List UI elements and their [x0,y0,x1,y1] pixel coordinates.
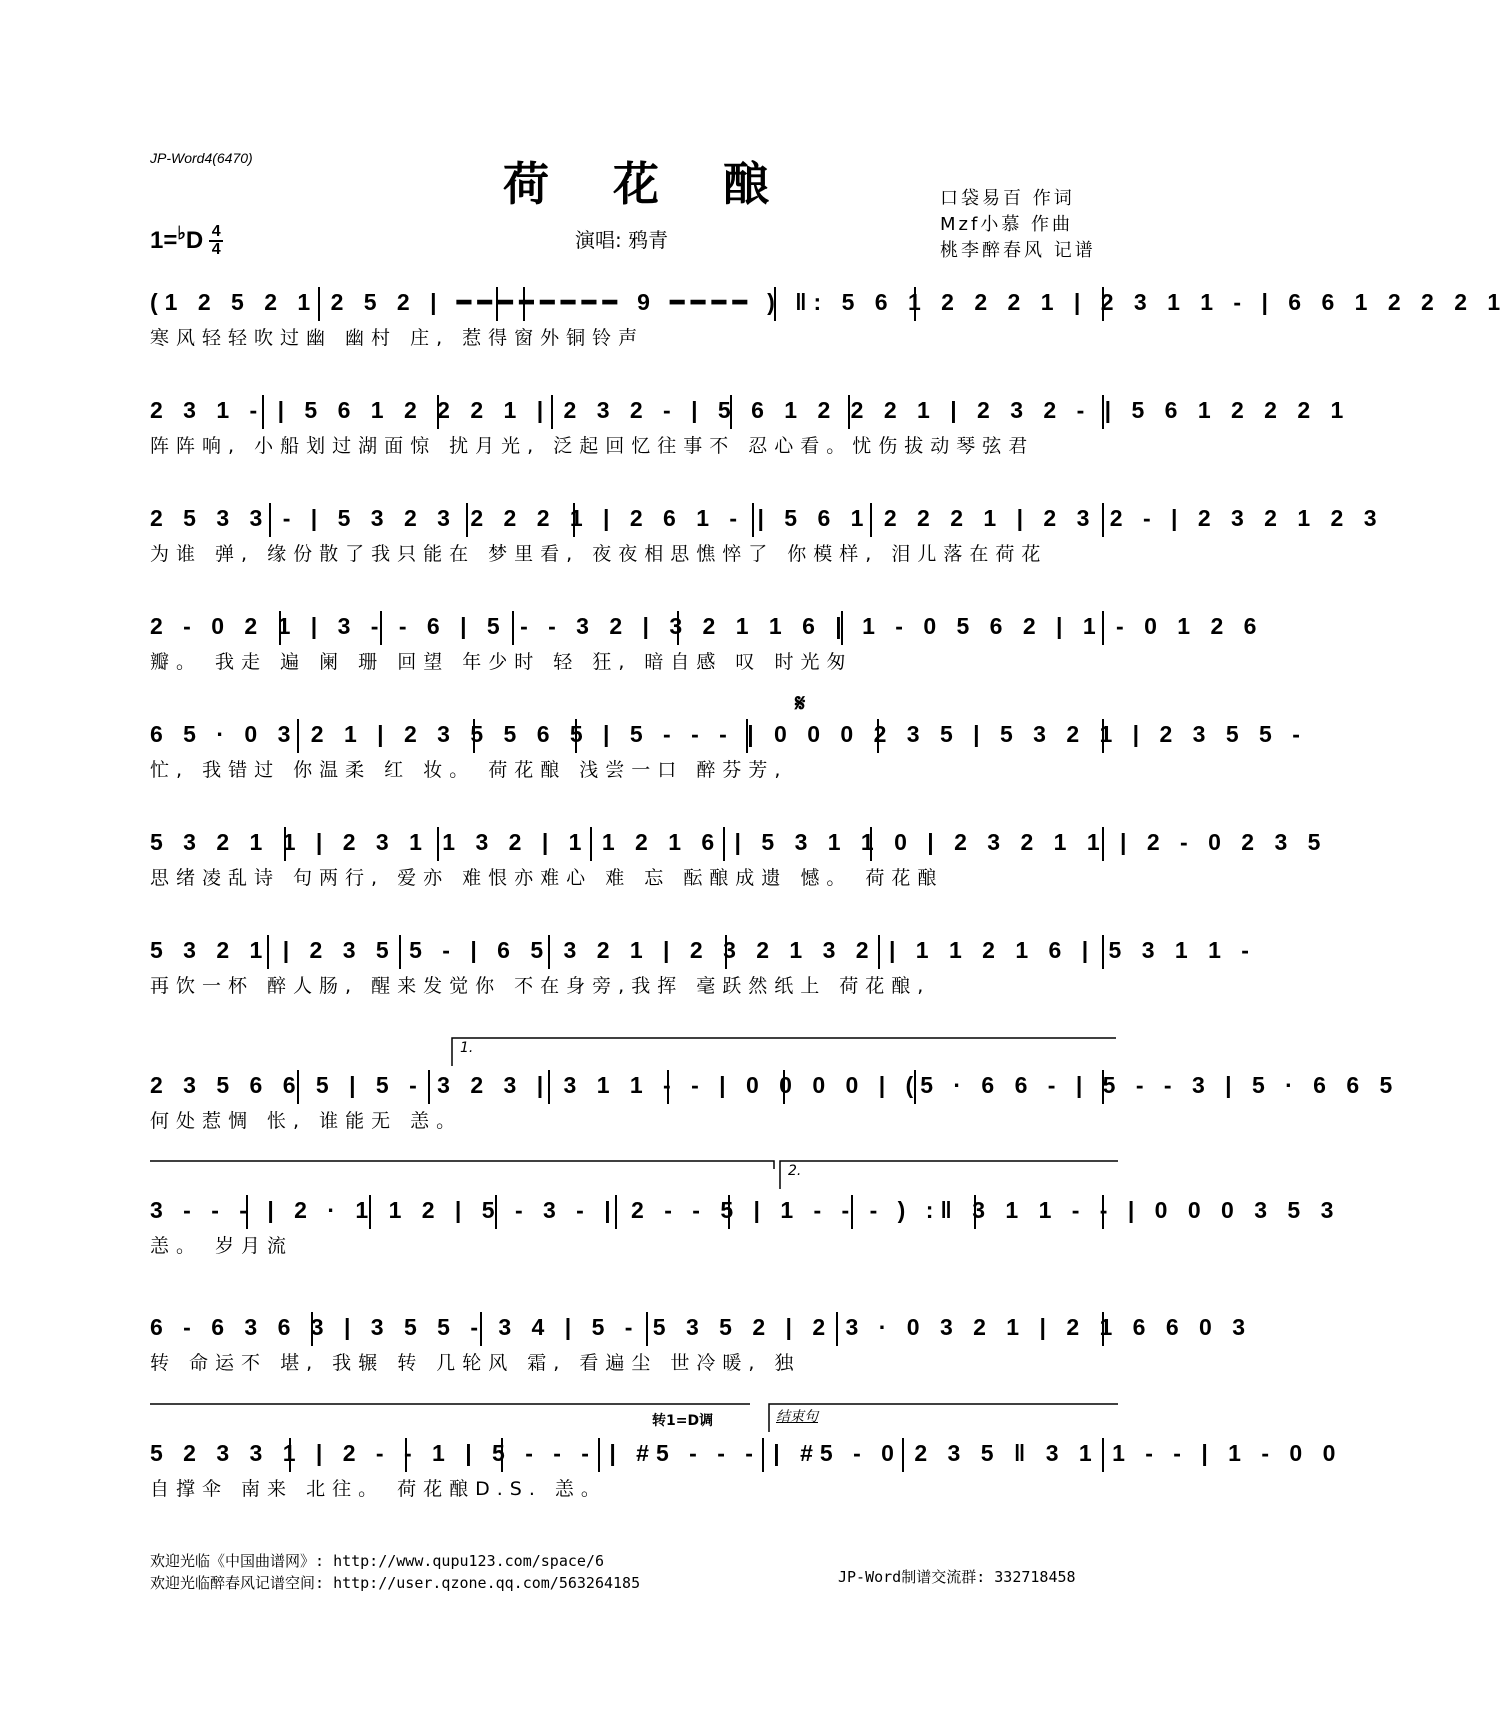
score-row-7 [150,933,1256,1005]
singer-credit: 演唱: 鸦青 [575,228,669,252]
lyrics-line: 转 命运不 堪, 我辗 转 几轮风 霜, 看遍尘 世冷暖, 独 [150,1352,801,1374]
software-label: JP-Word4(6470) [150,150,253,166]
time-top: 4 [211,223,221,240]
lyrics-line: 何处惹惆 怅, 谁能无 恙。 [150,1110,463,1132]
notes-line: 2 - 0 2 1 | 3 - - 6 | 5 - - 3 2 | 3 2 1 1 6 | 1 - 0 5 6 2 | 1 - 0 1 2 6 [150,613,1264,639]
credits-block [940,186,1096,264]
notes-line: 6 - 6 3 6 3 | 3 5 5 - 3 4 | 5 - 5 3 5 2 | 2 3 · 0 3 2 1 | 2 1 6 6 0 3 [150,1314,1253,1340]
score-row-2 [150,393,1351,465]
volta-2-bracket [778,1159,1118,1189]
volta-1-label: 1. [460,1040,474,1056]
notes-line: 5 3 2 1 | 2 3 5 5 - | 6 5 3 2 1 | 2 3 2 1 3 2 | 1 1 2 1 6 | 5 3 1 1 - [150,937,1256,963]
coda-label: 结束句 [776,1409,818,1425]
coda-bracket [767,1402,1118,1432]
score-row-4 [150,609,1264,681]
volta-2-label: 2. [788,1163,802,1179]
notes-line: 3 - - - | 2 · 1 1 2 | 5 - 3 - | 2 - - 5 | 1 - - - ) :‖ 3 1 1 - - | 0 0 0 3 5 3 [150,1197,1341,1223]
notes-line: 2 3 5 6 6 5 | 5 - 3 2 3 | 3 1 1 - - | 0 0 0 0 | (5 · 6 6 - | 5 - - 3 | 5 · 6 6 5 [150,1072,1400,1098]
notes-line: 5 2 3 3 1 | 2 - - 1 | 5 - - - | #5 - - - | #5 - 0 2 3 5 ‖ 3 1 1 - - | 1 - 0 0 [150,1440,1343,1466]
footer-link-1[interactable]: 欢迎光临《中国曲谱网》: http://www.qupu123.com/space/6 [150,1552,604,1570]
key-signature [150,224,223,258]
lyrics-line: 瓣。 我走 遍 阑 珊 回望 年少时 轻 狂, 暗自感 叹 时光匆 [150,651,853,673]
song-title: 荷花酿 [503,157,833,211]
notes-line: 6 5 · 0 3 2 1 | 2 3 5 5 6 5 | 5 - - - | 0 0 0 2 3 5 | 5 3 2 1 | 2 3 5 5 - [150,721,1307,747]
lyrics-line: 寒风轻轻吹过幽 幽村 庄, 惹得窗外铜铃声 [150,327,645,349]
flat-sign: ♭ [177,222,186,243]
score-row-1 [150,285,1507,357]
notes-line: (1 2 5 2 1 2 5 2 | ━━━━━━━━ 9 ━━━━ ) ‖: 5 6 1 2 2 2 1 | 2 3 1 1 - | 6 6 1 2 2 2 1 [150,289,1507,315]
notes-line: 2 3 1 - | 5 6 1 2 2 2 1 | 2 3 2 - | 5 6 1 2 2 2 1 | 2 3 2 - | 5 6 1 2 2 2 1 [150,397,1351,423]
score-row-9 [150,1163,1341,1265]
lyrics-line: 再饮一杯 醉人肠, 醒来发觉你 不在身旁,我挥 毫跃然纸上 荷花酿, [150,975,931,997]
footer-link-2[interactable]: 欢迎光临醉春风记谱空间: http://user.qzone.qq.com/563264185 [150,1574,641,1592]
key-prefix: 1= [150,227,178,254]
composer-credit: Mzf小慕 作曲 [940,214,1074,235]
volta-1-bracket [450,1036,1118,1066]
lyricist-credit: 口袋易百 作词 [940,188,1075,209]
score-row-10 [150,1310,1253,1382]
lyrics-line: 恙。 岁月流 [150,1235,294,1257]
lyrics-line: 为谁 弹, 缘份散了我只能在 梦里看, 夜夜相思憔悴了 你模样, 泪儿落在荷花 [150,543,1048,565]
score-row-8 [150,1040,1400,1140]
transcriber-credit: 桃李醉春风 记谱 [940,240,1096,261]
lyrics-line: 自撑伞 南来 北往。 荷花酿D.S. 恙。 [150,1478,607,1500]
score-row-6 [150,825,1328,897]
notes-line: 5 3 2 1 1 | 2 3 1 1 3 2 | 1 1 2 1 6 | 5 3 1 1 0 | 2 3 2 1 1 | 2 - 0 2 3 5 [150,829,1328,855]
lyrics-line: 思绪凌乱诗 句两行, 爱亦 难恨亦难心 难 忘 酝酿成遗 憾。 荷花酿 [150,867,944,889]
segno-sign: 𝄋 [795,689,806,717]
notes-line: 2 5 3 3 - | 5 3 2 3 2 2 2 1 | 2 6 1 - | 5 6 1 2 2 2 1 | 2 3 2 - | 2 3 2 1 2 3 [150,505,1384,531]
footer-links [150,1550,640,1594]
score-row-11 [150,1409,1343,1508]
score-row-5 [150,689,1307,789]
lyrics-line: 阵阵响, 小船划过湖面惊 扰月光, 泛起回忆往事不 忍心看。忧伤拔动琴弦君 [150,435,1035,457]
time-bottom: 4 [211,241,221,258]
footer-group: JP-Word制谱交流群: 332718458 [838,1568,1076,1586]
key-note: D [185,227,204,254]
lyrics-line: 忙, 我错过 你温柔 红 妆。 荷花酿 浅尝一口 醉芬芳, [150,759,788,781]
time-signature [209,224,223,258]
modulation-label: 转1=D调 [652,1413,714,1429]
score-row-3 [150,501,1384,573]
